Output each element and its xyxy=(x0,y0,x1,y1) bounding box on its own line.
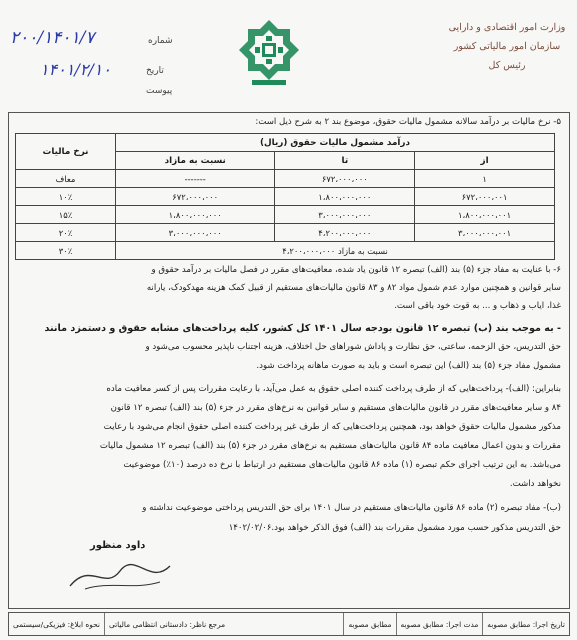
paragraph-line: (ب)- مفاد تبصره (۲) ماده ۸۶ قانون مالیات‌های مستقیم در سال ۱۴۰۱ برای حق التدریس پرداختی موضوعیت نداشته و xyxy=(142,503,561,513)
rate-cell: معاف xyxy=(16,170,116,188)
from-cell: ۱ xyxy=(415,170,555,188)
paragraph-line: نخواهد داشت. xyxy=(509,479,561,489)
table-row xyxy=(16,206,555,224)
paragraph-line: ۸۴ و سایر معافیت‌های مقرر در قانون مالیات‌های مستقیم و سایر قوانین به نرخ‌های مقرر در جزء (۵) بند (الف) تبصره ۱۲ قانون xyxy=(110,403,561,413)
excess-cell: ۳،۰۰۰،۰۰۰،۰۰۰ xyxy=(116,224,275,242)
ministry-line: رئیس کل xyxy=(488,60,526,71)
attachment-label: پیوست xyxy=(146,86,173,96)
paragraph-line: مذکور مشمول مالیات حقوق خواهد بود، همچنین پرداخت‌هایی که از طرف غیر پرداخت کننده اصلی حقوق انجام می‌شود با رعایت xyxy=(103,422,561,432)
to-cell: ۶۷۲،۰۰۰،۰۰۰ xyxy=(275,170,415,188)
tax-rate-table xyxy=(15,133,555,260)
to-cell: ۱،۸۰۰،۰۰۰،۰۰۰ xyxy=(275,188,415,206)
income-header: درآمد مشمول مالیات حقوق (ریال) xyxy=(116,134,555,152)
ministry-line: سازمان امور مالیاتی کشور xyxy=(453,41,561,52)
letter-number-label: شماره xyxy=(148,36,173,46)
footer-cell: تاریخ اجرا: مطابق مصوبه xyxy=(482,613,569,635)
paragraph-line: مشمول مفاد جزء (۵) بند (الف) این تبصره است و باید به صورت ماهانه پرداخت شود. xyxy=(256,361,561,371)
footer-cell: نحوه ابلاغ: فیزیکی/سیستمی xyxy=(13,619,100,629)
paragraph-line: سایر قوانین و همچنین موارد عدم شمول مواد ۸۲ و ۸۳ قانون مالیات‌های مستقیم از قبیل کمک هزینه مهدکودک، یارانه xyxy=(146,283,561,293)
signature-mark xyxy=(60,556,180,596)
paragraph-line: حق التدریس مذکور حسب مورد مشمول مقررات بند (الف) فوق الذکر خواهد بود.۱۴۰۲/۰۲/۰۶ xyxy=(228,523,561,533)
letter-number: ۲۰۰/۱۴۰۱/۷ xyxy=(10,28,95,48)
rate-header: نرخ مالیات xyxy=(16,134,116,170)
paragraph-line: حق التدریس، حق الزحمه، ساعتی، حق نظارت و پاداش شوراهای حل اختلاف، هزینه اجتناب ناپذیر محسوب می‌شود و xyxy=(145,342,561,352)
excess-header: نسبت به مازاد xyxy=(116,152,275,170)
section-5-text: ۵- نرخ مالیات بر درآمد سالانه مشمول مالیات حقوق، موضوع بند ۲ به شرح ذیل است: xyxy=(255,117,561,127)
to-cell: ۳،۰۰۰،۰۰۰،۰۰۰ xyxy=(275,206,415,224)
rate-cell: ۱۰٪ xyxy=(16,188,116,206)
from-cell: ۶۷۲،۰۰۰،۰۰۱ xyxy=(415,188,555,206)
paragraph-line: ۶- با عنایت به مفاد جزء (۵) بند (الف) تبصره ۱۲ قانون یاد شده، معافیت‌های مقرر در فصل مالیات بر درآمد حقوق و xyxy=(151,265,561,275)
last-row-cell: نسبت به مازاد ۴،۲۰۰،۰۰۰،۰۰۰ xyxy=(116,242,555,260)
rate-cell: ۲۰٪ xyxy=(16,224,116,242)
rate-cell: ۱۵٪ xyxy=(16,206,116,224)
rate-cell: ۳۰٪ xyxy=(16,242,116,260)
table-row xyxy=(16,170,555,188)
footer-cell: مطابق مصوبه xyxy=(343,613,395,635)
paragraph-line: بنابراین: (الف)- پرداخت‌هایی که از طرف پرداخت کننده اصلی حقوق به عمل می‌آید، با رعایت مقررات پس از کسر معافیت ماده xyxy=(106,384,561,394)
tax-organization-emblem xyxy=(232,18,306,92)
table-row xyxy=(16,242,555,260)
footer-cell: مرجع ناظر: دادستانی انتظامی مالیاتی xyxy=(104,613,343,635)
paragraph-line: غذا، ایاب و ذهاب و ... به قوت خود باقی است. xyxy=(394,301,561,311)
footer-cell: مدت اجرا: مطابق مصوبه xyxy=(396,613,483,635)
excess-cell: ۶۷۲،۰۰۰،۰۰۰ xyxy=(116,188,275,206)
signature-name: داود منظور xyxy=(90,540,146,551)
from-header: از xyxy=(415,152,555,170)
ministry-line: وزارت امور اقتصادی و دارایی xyxy=(448,22,566,33)
paragraph-line: - به موجب بند (ب) تبصره ۱۲ قانون بودجه سال ۱۴۰۱ کل کشور، کلیه پرداخت‌های مشابه حقوق و دستمزد مانند xyxy=(44,323,561,334)
paragraph-line: می‌باشد. به این ترتیب اجرای حکم تبصره (۱) ماده ۸۶ قانون مالیات‌های مستقیم در ارتباط با نرخ ده درصد (۱۰٪) موضوعیت xyxy=(123,460,561,470)
document-footer xyxy=(8,612,570,636)
paragraph-line: مقررات و بدون اعمال معافیت ماده ۸۴ قانون مالیات‌های مستقیم به نرخ‌های مقرر در جزء (۵) بند (الف) تبصره ۱۲ مشمول مالیات xyxy=(99,441,561,451)
to-header: تا xyxy=(275,152,415,170)
from-cell: ۳،۰۰۰،۰۰۰،۰۰۱ xyxy=(415,224,555,242)
letter-date-label: تاریخ xyxy=(146,66,164,76)
ministry-heading xyxy=(447,18,567,75)
table-row xyxy=(16,188,555,206)
to-cell: ۴،۲۰۰،۰۰۰،۰۰۰ xyxy=(275,224,415,242)
excess-cell: ------- xyxy=(116,170,275,188)
from-cell: ۱،۸۰۰،۰۰۰،۰۰۱ xyxy=(415,206,555,224)
excess-cell: ۱،۸۰۰،۰۰۰،۰۰۰ xyxy=(116,206,275,224)
letter-date: ۱۴۰۱/۲/۱۰ xyxy=(40,60,111,79)
table-row xyxy=(16,224,555,242)
